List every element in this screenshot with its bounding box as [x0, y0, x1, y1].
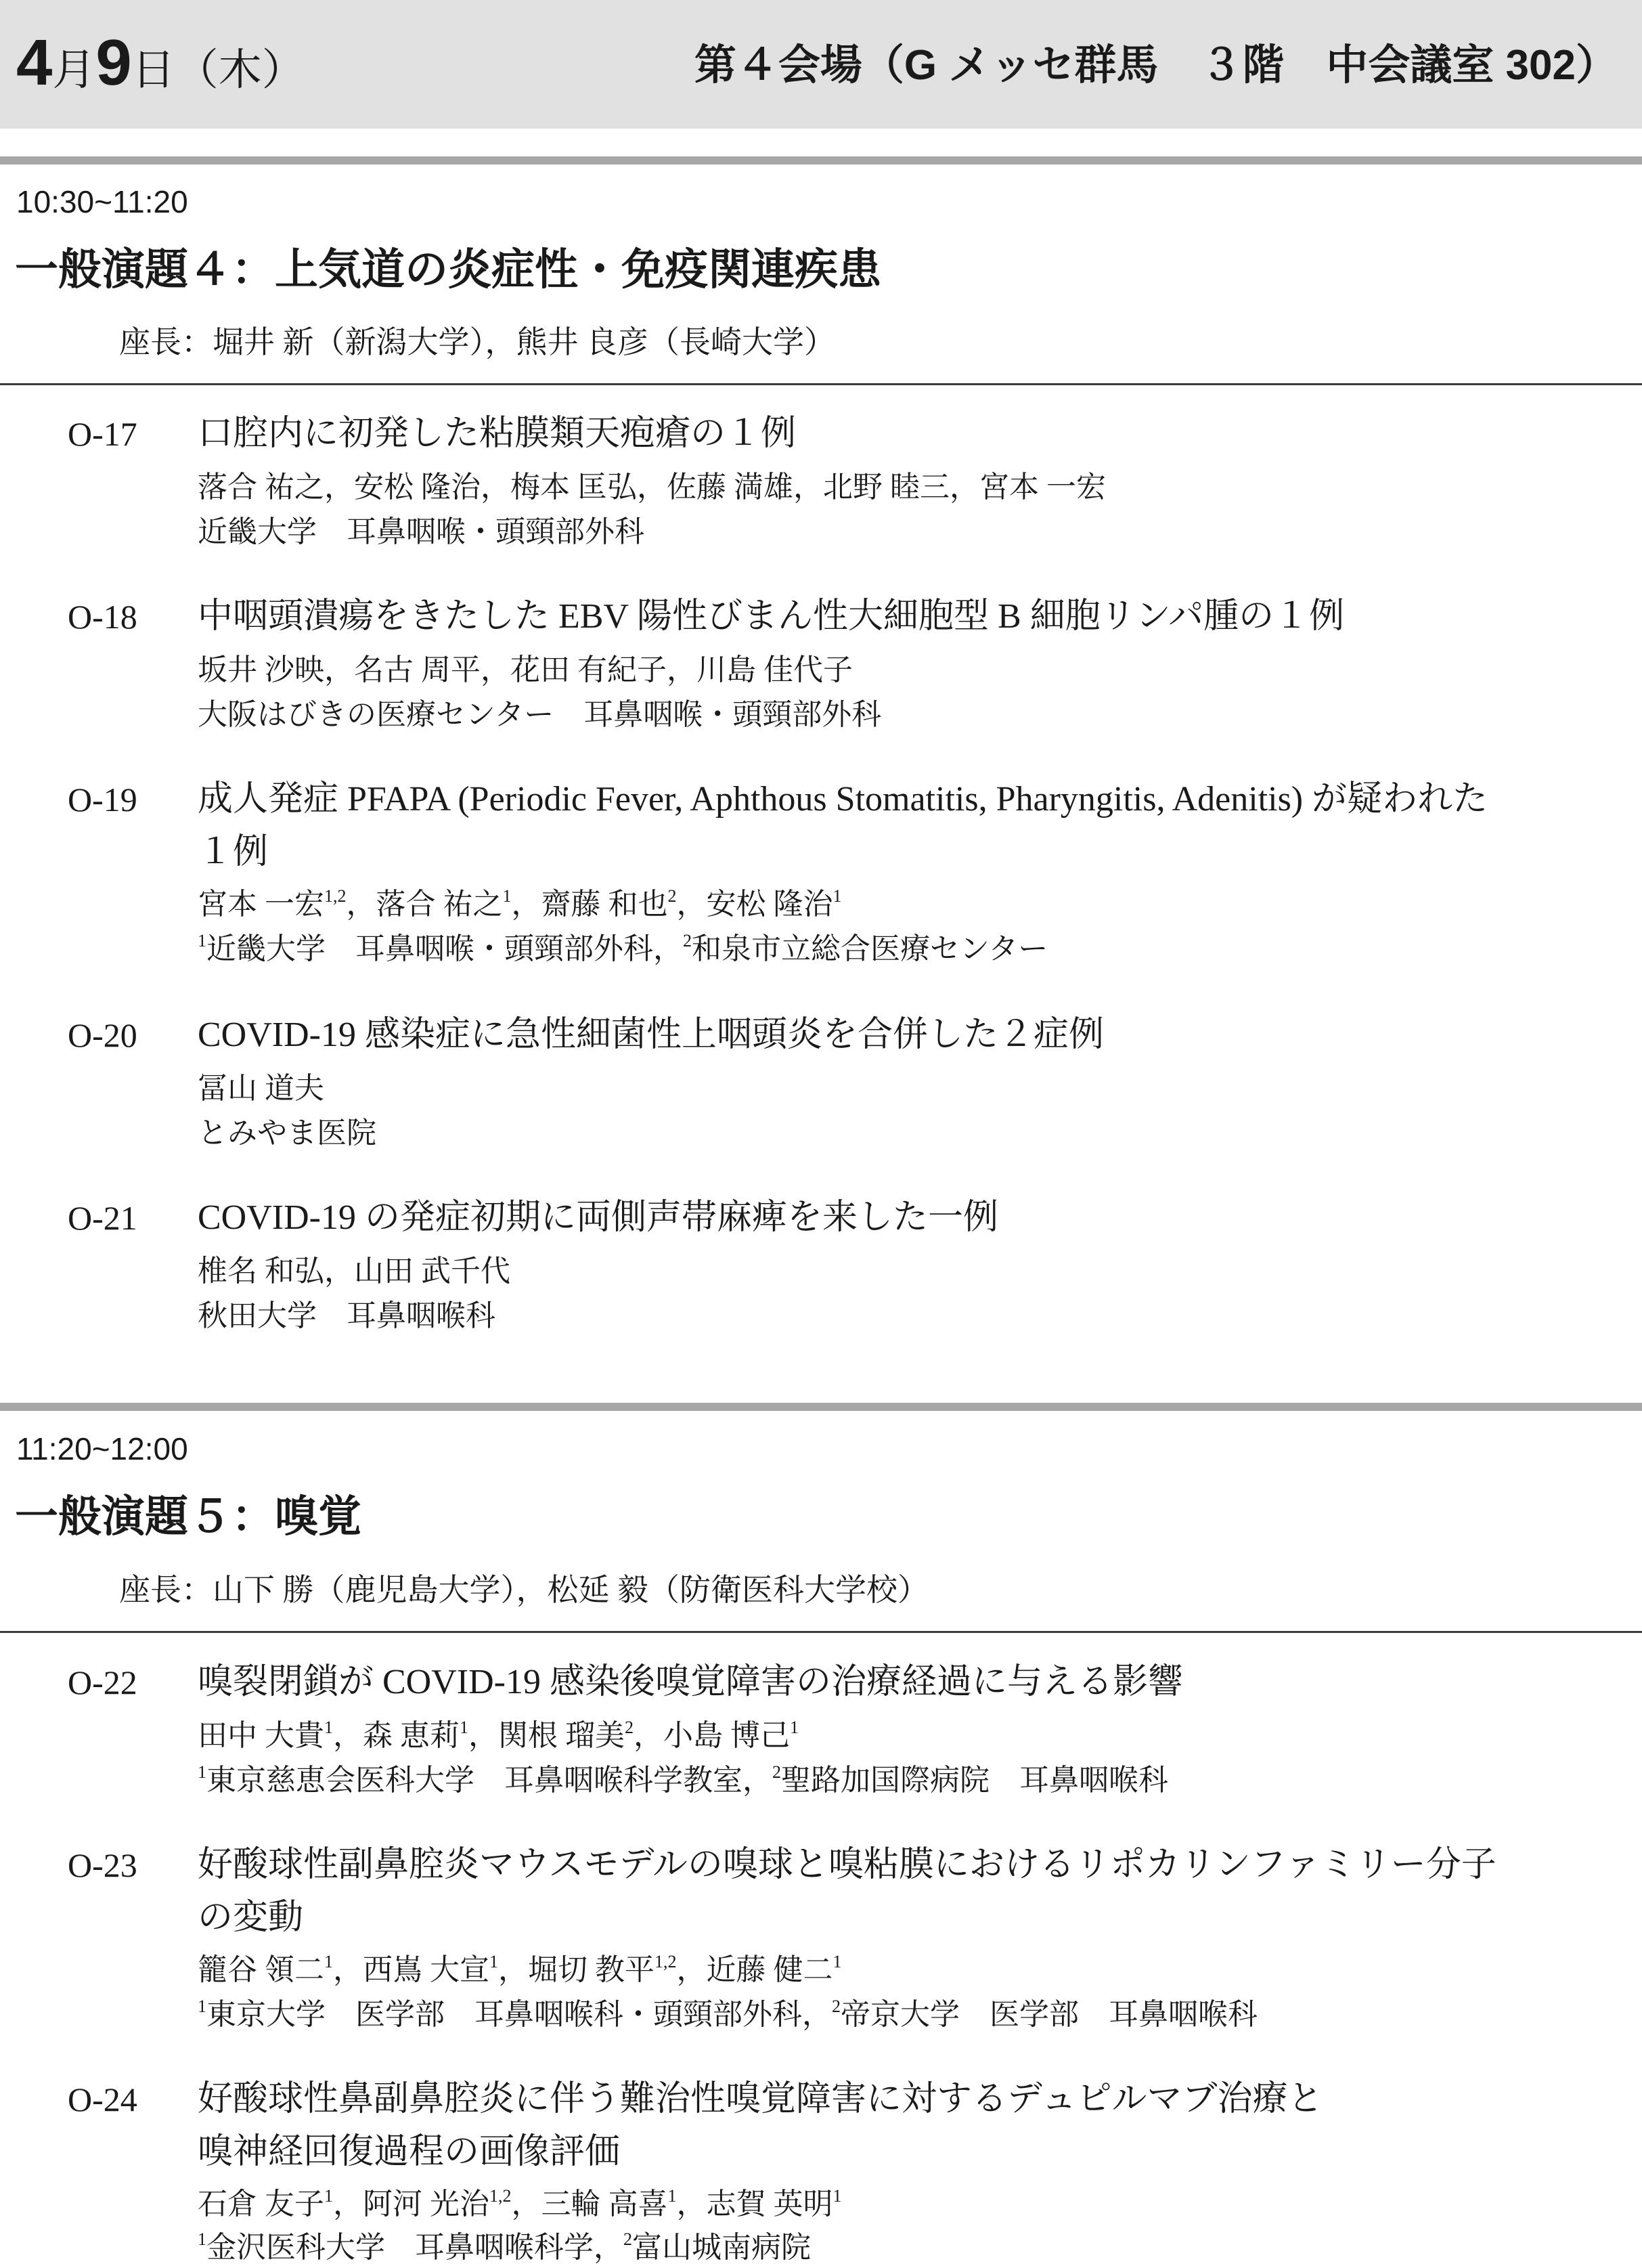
presentation-id: O-21: [68, 1199, 137, 1237]
presentation-title: 嗅裂閉鎖が COVID-19 感染後嗅覚障害の治療経過に与える影響: [198, 1663, 1183, 1701]
presentation-affiliation: $^1$東京大学 医学部 耳鼻咽喉科・頭頸部外科，$^2$帝京大学 医学部 耳鼻咽喉科: [198, 1997, 1258, 2031]
presentation-title: 中咽頭潰瘍をきたした EBV 陽性びまん性大細胞型 B 細胞リンパ腫の１例: [198, 597, 1345, 636]
presentation-title: 好酸球性鼻副鼻腔炎に伴う難治性嗅覚障害に対するデュピルマブ治療と 嗅神経回復過程の画像評価: [198, 2080, 1323, 2171]
presentation-authors: 坂井 沙映，名古 周平，花田 有紀子，川島 佳代子: [198, 653, 853, 686]
presentation-title: 成人発症 PFAPA (Periodic Fever, Aphthous Stomatitis, Pharyngitis, Adenitis) が疑われた １例: [198, 780, 1488, 871]
session-title: 一般演題５：嗅覚: [15, 1492, 361, 1541]
date-weekday: （木）: [175, 45, 305, 94]
presentation-authors: 田中 大貴$^1$，森 恵莉$^1$，関根 瑠美$^2$，小島 博己$^1$: [198, 1718, 799, 1752]
presentation-affiliation: とみやま医院: [198, 1116, 376, 1150]
presentation-authors: 椎名 和弘，山田 武千代: [198, 1255, 510, 1288]
chairs-divider: [0, 383, 1642, 385]
presentation-title: 口腔内に初発した粘膜類天疱瘡の１例: [198, 414, 797, 453]
date-day-unit: 日: [131, 45, 175, 94]
presentation-affiliation: $^1$金沢医科大学 耳鼻咽喉科学，$^2$富山城南病院: [198, 2229, 811, 2264]
session-date: [16, 26, 305, 107]
session-time: 10:30~11:20: [16, 184, 188, 219]
presentation-authors: 籠谷 領二$^1$，西嶌 大宣$^1$，堀切 教平$^{1,2}$，近藤 健二$^1$: [198, 1952, 842, 1986]
venue-label: 第４会場（G メッセ群馬 ３階 中会議室 302）: [694, 42, 1618, 89]
presentation-title: COVID-19 感染症に急性細菌性上咽頭炎を合併した２症例: [198, 1016, 1104, 1054]
presentation-authors: 冨山 道夫: [198, 1072, 324, 1105]
presentation-authors: 落合 祐之，安松 隆治，梅本 匡弘，佐藤 満雄，北野 睦三，宮本 一宏: [198, 471, 1106, 504]
presentation-id: O-24: [68, 2080, 137, 2118]
date-month: 4: [16, 26, 53, 99]
presentation-id: O-22: [68, 1663, 137, 1701]
session-chairs: 座長：堀井 新（新潟大学），熊井 良彦（長崎大学）: [119, 325, 835, 359]
presentation-title: COVID-19 の発症初期に両側声帯麻痺を来した一例: [198, 1198, 998, 1237]
date-day: 9: [95, 26, 132, 99]
presentation-id: O-18: [68, 598, 137, 636]
presentation-id: O-17: [68, 415, 137, 453]
session-chairs: 座長：山下 勝（鹿児島大学），松延 毅（防衛医科大学校）: [119, 1573, 929, 1607]
presentation-affiliation: 秋田大学 耳鼻咽喉科: [198, 1299, 495, 1332]
presentation-authors: 石倉 友子$^1$，阿河 光治$^{1,2}$，三輪 高喜$^1$，志賀 英明$^1$: [198, 2186, 842, 2221]
presentation-id: O-23: [68, 1846, 137, 1884]
presentation-id: O-19: [68, 781, 137, 819]
session-divider: [0, 156, 1642, 165]
presentation-authors: 宮本 一宏$^{1,2}$，落合 祐之$^1$，齋藤 和也$^2$，安松 隆治$^1$: [198, 886, 842, 921]
presentation-affiliation: $^1$近畿大学 耳鼻咽喉・頭頸部外科，$^2$和泉市立総合医療センター: [198, 931, 1048, 965]
presentation-affiliation: 大阪はびきの医療センター 耳鼻咽喉・頭頸部外科: [198, 698, 882, 731]
presentation-title: 好酸球性副鼻腔炎マウスモデルの嗅球と嗅粘膜におけるリポカリンファミリー分子 の変動: [198, 1846, 1496, 1937]
session-time: 11:20~12:00: [16, 1431, 188, 1466]
date-month-unit: 月: [52, 45, 96, 94]
presentation-affiliation: $^1$東京慈恵会医科大学 耳鼻咽喉科学教室，$^2$聖路加国際病院 耳鼻咽喉科: [198, 1762, 1168, 1797]
chairs-divider: [0, 1631, 1642, 1633]
presentation-id: O-20: [68, 1016, 137, 1054]
session-divider: [0, 1403, 1642, 1411]
presentation-affiliation: 近畿大学 耳鼻咽喉・頭頸部外科: [198, 515, 644, 548]
session-title: 一般演題４：上気道の炎症性・免疫関連疾患: [15, 245, 881, 294]
